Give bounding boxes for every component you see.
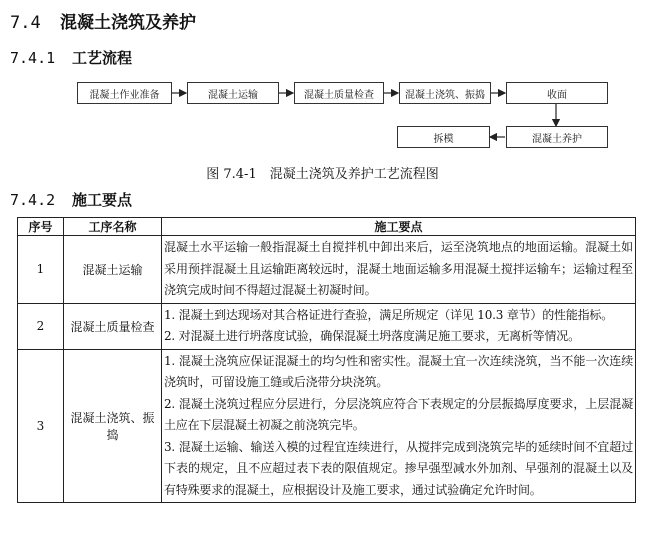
subsection-heading-key-points <box>10 189 132 210</box>
process-flow-diagram <box>0 0 645 160</box>
row-process-name: 混凝土浇筑、振捣 <box>64 349 162 503</box>
flow-step-prep: 混凝土作业准备 <box>77 82 172 104</box>
flow-step-formwork-removal: 拆模 <box>397 126 490 148</box>
key-point-text: 1. 混凝土到达现场对其合格证进行查验，满足所规定（详见 10.3 章节）的性能指标。 <box>164 307 614 322</box>
row-serial-no: 3 <box>18 349 64 503</box>
row-process-name: 混凝土运输 <box>64 236 162 304</box>
table-row <box>18 303 636 349</box>
row-serial-no: 1 <box>18 236 64 304</box>
header-serial-no: 序号 <box>18 218 64 236</box>
figure-caption: 图 7.4-1 混凝土浇筑及养护工艺流程图 <box>206 167 439 182</box>
row-serial-no: 2 <box>18 303 64 349</box>
row-key-points <box>162 303 636 349</box>
key-point-text: 3. 混凝土运输、输送入模的过程宜连续进行，从搅拌完成到浇筑完毕的延续时间不宜超过下表的规定，且不应超过表下表的限值规定。掺早强型减水外加剂、早强剂的混凝土以及有特殊要求的混凝土，应根据设计及施工要求，通过试验确定允许时间。 <box>164 439 633 497</box>
row-process-name: 混凝土质量检查 <box>64 303 162 349</box>
key-point-text: 2. 对混凝土进行坍落度试验，确保混凝土坍落度满足施工要求，无离析等情况。 <box>164 329 580 343</box>
subsection-title: 工艺流程 <box>72 49 133 67</box>
table-header-row <box>18 218 636 236</box>
table-row <box>18 349 636 503</box>
key-points-table <box>17 217 636 503</box>
key-point-text: 混凝土水平运输一般指混凝土自搅拌机中卸出来后，运至浇筑地点的地面运输。混凝土如采用预拌混凝土且运输距离较远时，混凝土地面运输多用混凝土搅拌运输车；运输过程至浇筑完成时间不得超过混凝土初凝时间。 <box>164 240 633 297</box>
row-key-points <box>162 349 636 503</box>
table-row <box>18 236 636 304</box>
subsection-title: 施工要点 <box>72 191 133 209</box>
subsection-number: 7.4.2 <box>10 191 56 209</box>
flow-step-finishing: 收面 <box>506 82 608 104</box>
header-process-name: 工序名称 <box>64 218 162 236</box>
section-title: 混凝土浇筑及养护 <box>60 13 196 33</box>
section-number: 7.4 <box>10 13 41 33</box>
flow-step-transport: 混凝土运输 <box>187 82 279 104</box>
row-key-points <box>162 236 636 304</box>
header-key-points: 施工要点 <box>162 218 636 236</box>
flow-step-quality-check: 混凝土质量检查 <box>294 82 384 104</box>
key-point-text: 2. 混凝土浇筑过程应分层进行，分层浇筑应符合下表规定的分层振捣厚度要求，上层混凝土应在下层混凝土初凝之前浇筑完毕。 <box>164 396 633 432</box>
subsection-number: 7.4.1 <box>10 49 56 67</box>
flow-step-pour-vibrate: 混凝土浇筑、振捣 <box>399 82 491 104</box>
flow-step-curing: 混凝土养护 <box>506 126 608 148</box>
key-point-text: 1. 混凝土浇筑应保证混凝土的均匀性和密实性。混凝土宜一次连续浇筑，当不能一次连续浇筑时，可留设施工缝或后浇带分块浇筑。 <box>164 353 633 389</box>
